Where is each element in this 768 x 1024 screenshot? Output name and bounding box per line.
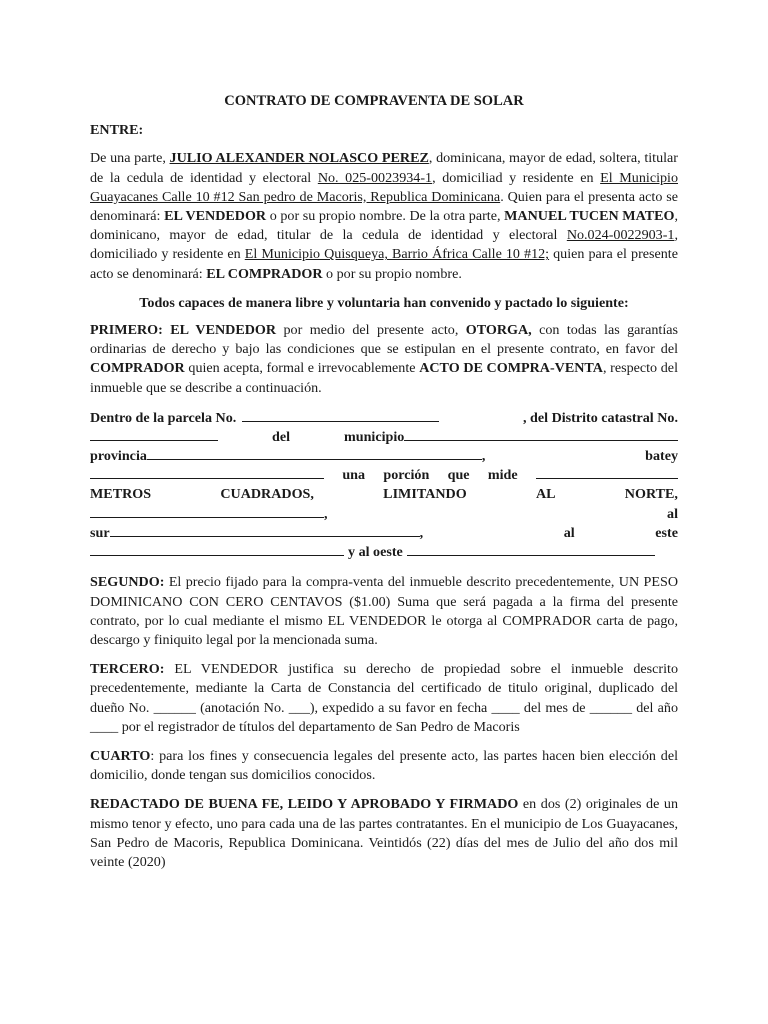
parcel-text: al [667,505,678,522]
text-run: De una parte, [90,150,170,167]
buyer-name: MANUEL TUCEN MATEO [504,208,675,225]
parcel-line [90,542,678,561]
parcel-text: Dentro de la parcela No. [90,409,237,426]
text-run: , dominicana, mayor de edad, soltera, titular de la cedula de identidad y electoral [90,150,678,186]
clause-cuarto [90,747,678,785]
clause-text: El precio fijado para la compra-venta del inmueble descrito precedentemente, UN PESO DOMINICANO CON CERO CENTAVOS ($1.00) Suma que será pagada a la firma del presente contrato, por lo cual mediante el mismo EL VENDEDOR le otorga al COMPRADOR carta de pago, descargo y finiquito legal por la mencionada suma. [90,574,678,648]
parcel-text: una [342,467,366,484]
parcel-line [90,408,678,427]
seller-name: JULIO ALEXANDER NOLASCO PEREZ [169,150,429,167]
buyer-address: El Municipio Quisqueya, Barrio África Calle 10 #12; [244,246,550,263]
parcel-line [90,427,678,446]
clause-label: REDACTADO DE BUENA FE, LEIDO Y APROBADO Y FIRMADO [90,796,519,813]
contract-document [90,92,678,882]
parcel-text: NORTE, [624,485,678,502]
text-run: , domiciliad y residente en [432,169,601,186]
parties-paragraph [90,149,678,283]
parcel-text: METROS [90,485,152,502]
blank-field[interactable] [536,465,678,479]
text-run: o por su propio nombre. De la otra parte, [266,208,505,225]
parcel-text: que [447,467,470,484]
blank-field[interactable] [407,542,655,556]
text-run: por medio del presente acto, [276,322,466,339]
parcel-text: y al oeste [348,544,403,561]
parcel-line [90,446,678,465]
clause-text: EL VENDEDOR justifica su derecho de propiedad sobre el inmueble descrito precedentemente, mediante la Carta de Constancia del certificado de titulo original, duplicado del dueño No. ______ (anotación No. ___), expedido a su favor en fecha ____ del mes de ______ del año ____ por el registrador de títulos del departamento de San Pedro de Macoris [90,661,678,735]
text-run: quien acepta, formal e irrevocablemente [184,360,420,377]
blank-field[interactable] [242,408,439,422]
text-run: , respecto del inmueble que se describe a continuación. [90,360,678,396]
blank-field[interactable] [147,446,482,460]
parcel-text: , [481,448,486,465]
parcel-text: , [419,524,424,541]
blank-field[interactable] [404,427,678,441]
text-run: quien para el presente acto se denominará: [90,246,678,282]
parcel-text: mide [487,467,518,484]
text-run: o por su propio nombre. [322,265,462,282]
parcel-line [90,465,678,484]
text-run: . Quien para el presenta acto se denominará: [90,188,678,225]
entre-heading: ENTRE: [90,122,144,139]
blank-field[interactable] [110,523,420,537]
clause-label: TERCERO: [90,661,165,678]
vendedor-term: EL VENDEDOR [164,208,267,225]
agreement-subheading: Todos capaces de manera libre y voluntaria han convenido y pactado lo siguiente: [139,294,629,311]
blank-field[interactable] [90,465,324,479]
parcel-text: al [563,524,575,541]
acto-term: ACTO DE COMPRA-VENTA [419,360,603,377]
seller-id: No. 025-0023934-1 [317,169,433,186]
blank-field[interactable] [90,542,344,556]
buyer-id: No.024-0022903-1 [566,227,675,244]
text-run: , dominicano, mayor de edad, titular de la cedula de identidad y electoral [90,208,678,244]
clause-segundo [90,573,678,650]
clause-label: SEGUNDO: [90,574,165,591]
parcel-description [90,408,678,562]
clause-label: CUARTO [90,747,151,764]
blank-field[interactable] [90,427,218,441]
parcel-text: CUADRADOS, [220,485,314,502]
clause-text: en dos (2) originales de un mismo tenor y efecto, uno para cada una de las partes contratantes. En el municipio de Los Guayacanes, San Pedro de Macoris, Republica Dominicana. Veintidós (22) días del mes de Julio del año dos mil veinte (2020) [90,796,679,870]
parcel-line [90,504,678,523]
parcel-text: municipio [344,429,405,446]
parcel-text: , del Distrito catastral No. [523,409,678,426]
clause-text: : para los fines y consecuencia legales del presente acto, las partes hacen bien elección del domicilio, donde tengan sus domicilios conocidos. [90,747,678,784]
seller-address: El Municipio Guayacanes Calle 10 #12 San pedro de Macoris, Republica Dominicana [90,169,678,205]
parcel-text: porción [383,467,430,484]
parcel-line [90,523,678,542]
otorga-term: OTORGA, [465,322,532,339]
parcel-text: del [272,429,291,446]
comprador-term: EL COMPRADOR [206,265,323,282]
parcel-text: , [324,505,328,522]
comprador-term: COMPRADOR [90,360,185,377]
clause-label: PRIMERO: EL VENDEDOR [90,322,277,339]
parcel-text: batey [645,448,678,465]
blank-field[interactable] [90,504,324,518]
parcel-text: este [655,524,678,541]
text-run: , domiciliado y residente en [90,227,678,263]
clause-tercero [90,660,678,737]
closing-paragraph [90,795,678,872]
document-title: CONTRATO DE COMPRAVENTA DE SOLAR [224,93,524,109]
parcel-line [90,485,678,504]
parcel-text: LIMITANDO [383,485,467,502]
clause-primero [90,321,678,398]
parcel-text: sur [90,524,110,541]
parcel-text: provincia [90,448,147,465]
parcel-text: AL [535,485,556,502]
text-run: con todas las garantías ordinarias de derecho y bajo las condiciones que se estipulan en el presente contrato, en favor del [90,322,679,358]
